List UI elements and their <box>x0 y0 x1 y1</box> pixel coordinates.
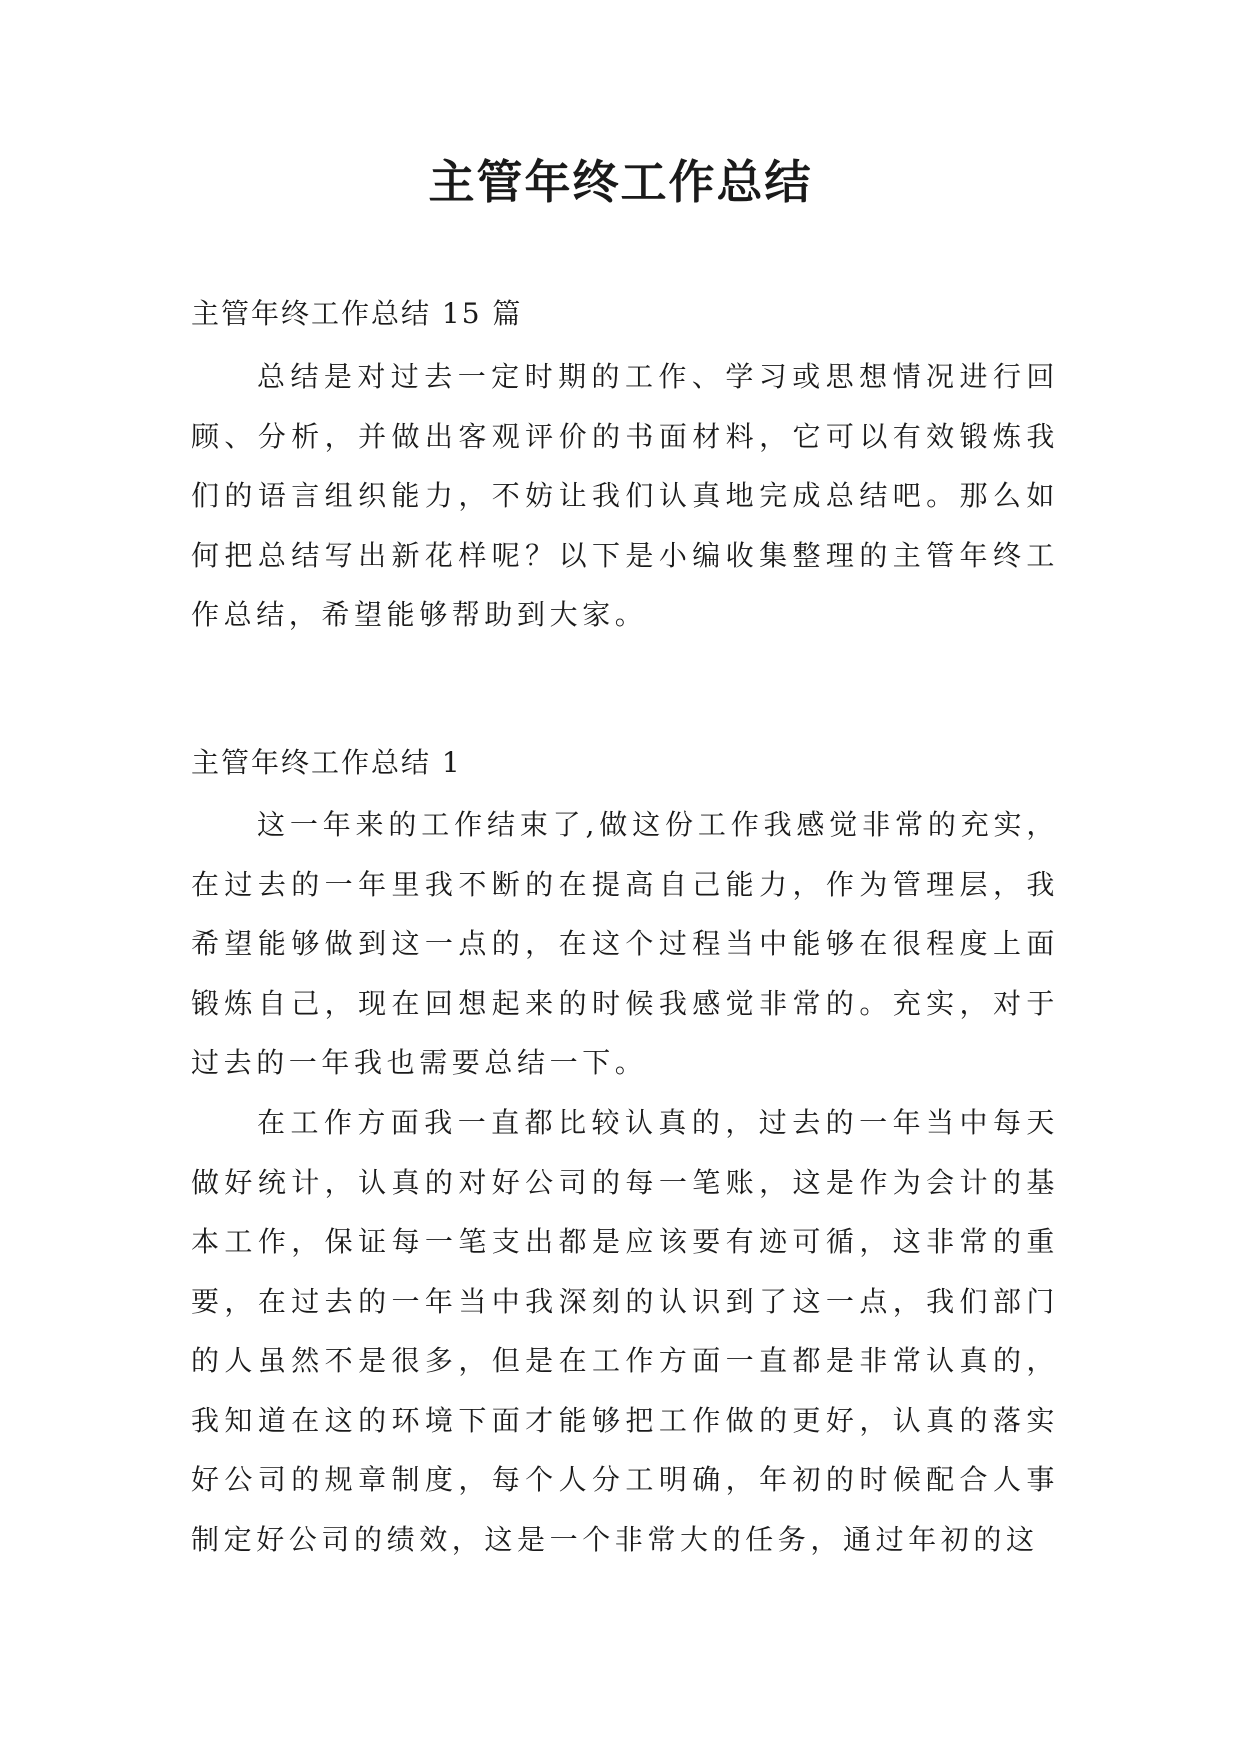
section-1-paragraph: 这一年来的工作结束了,做这份工作我感觉非常的充实，在过去的一年里我不断的在提高自己能力，作为管理层，我希望能够做到这一点的，在这个过程当中能够在很程度上面锻炼自己，现在回想起来的时候我感觉非常的。充实，对于过去的一年我也需要总结一下。 <box>191 808 1059 1079</box>
section-1-heading: 主管年终工作总结 1 <box>191 746 462 779</box>
intro-paragraph: 总结是对过去一定时期的工作、学习或思想情况进行回顾、分析，并做出客观评价的书面材料，它可以有效锻炼我们的语言组织能力，不妨让我们认真地完成总结吧。那么如何把总结写出新花样呢？以下是小编收集整理的主管年终工作总结，希望能够帮助到大家。 <box>191 360 1059 631</box>
intro-heading: 主管年终工作总结 15 篇 <box>191 297 523 330</box>
document-title: 主管年终工作总结 <box>428 155 813 209</box>
section-1-paragraph: 在工作方面我一直都比较认真的，过去的一年当中每天做好统计，认真的对好公司的每一笔账，这是作为会计的基本工作，保证每一笔支出都是应该要有迹可循，这非常的重要，在过去的一年当中我深刻的认识到了这一点，我们部门的人虽然不是很多，但是在工作方面一直都是非常认真的，我知道在这的环境下面才能够把工作做的更好，认真的落实好公司的规章制度，每个人分工明确，年初的时候配合人事制定好公司的绩效，这是一个非常大的任务，通过年初的这 <box>191 1106 1059 1556</box>
